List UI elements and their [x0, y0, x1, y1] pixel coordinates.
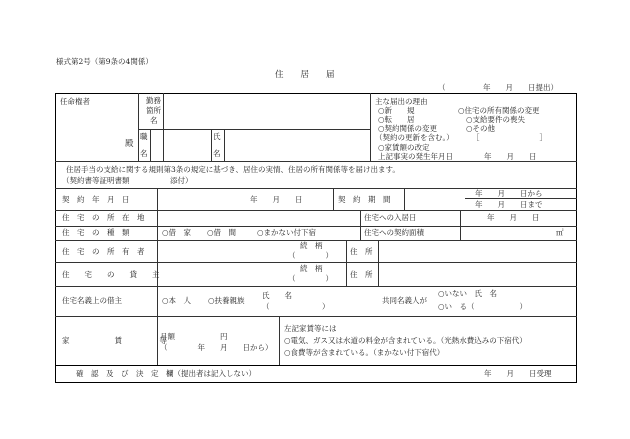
lender-relation-paren: （ ） — [288, 274, 333, 283]
address-label: 住 宅 の 所 在 地 — [62, 213, 145, 222]
co-borrower-label: 共同名義人が — [382, 296, 427, 305]
workplace-label-3: 名 — [150, 116, 158, 125]
workplace-label-1: 勤務 — [146, 96, 161, 105]
area-label: 住宅への契約面積 — [364, 228, 424, 237]
lender-relation-label: 続 柄 — [300, 264, 323, 273]
reason-ownership-change: ○住宅の所有関係の変更 — [458, 106, 540, 115]
contract-period-label: 契 約 期 間 — [338, 195, 391, 204]
owner-label: 住 宅 の 所 有 者 — [62, 247, 145, 256]
addressee-dono: 殿 — [125, 139, 134, 149]
borrower-name-label: 氏 名 — [262, 291, 292, 300]
statement-line2-b: 添付） — [170, 176, 193, 185]
reason-other-bracket: ［ ］ — [472, 133, 547, 142]
name-label-1: 氏 — [213, 132, 221, 141]
confirm-label: 確 認 及 び 決 定 欄（提出者は記入しない） — [76, 369, 256, 378]
borrower-label: 住宅名義上の借主 — [62, 296, 122, 305]
event-date-value: 年 月 日 — [484, 152, 537, 161]
type-label: 住 宅 の 種 類 — [62, 228, 130, 237]
event-date-label: 上記事実の発生年月日 — [378, 152, 453, 161]
movein-value: 年 月 日 — [487, 213, 540, 222]
workplace-label-2: 箇所 — [146, 106, 161, 115]
movein-label: 住宅への入居日 — [364, 213, 417, 222]
submitted-date: （ 年 月 日提出） — [438, 83, 558, 92]
type-boarding: ○まかない付下宿 — [257, 228, 317, 237]
owner-address-label: 住 所 — [350, 247, 373, 256]
type-rented-room: ○借 間 — [207, 228, 237, 237]
reasons-title: 主な届出の理由 — [375, 97, 428, 106]
job-label-2: 名 — [140, 149, 148, 158]
rent-from: （ 年 月 日から） — [160, 343, 273, 352]
co-borrower-exists: ○い る（ ） — [438, 302, 528, 311]
reason-rent-revision: ○家賃額の改定 — [378, 143, 430, 152]
reason-other: ○その他 — [466, 124, 496, 133]
reason-move: ○転 居 — [378, 115, 415, 124]
reason-new: ○新 規 — [378, 106, 415, 115]
borrower-self: ○本 人 — [162, 296, 192, 305]
borrower-name-paren: （ ） — [262, 302, 330, 311]
lender-address-label: 住 所 — [350, 270, 373, 279]
borrower-dependent: ○扶養親族 — [208, 296, 245, 305]
contract-date-label: 契 約 年 月 日 — [62, 195, 130, 204]
statement-line1: 住居手当の支給に関する規則第3条の規定に基づき、居住の実情、住居の所有関係等を届け出ます。 — [66, 165, 400, 174]
period-from: 年 月 日から — [475, 189, 543, 198]
contract-date-value: 年 月 日 — [250, 195, 303, 204]
reason-contract-change: ○契約関係の変更 — [378, 124, 438, 133]
job-label-1: 職 — [140, 132, 148, 141]
form-title: 住 居 届 — [275, 70, 335, 80]
owner-relation-label: 続 柄 — [300, 241, 323, 250]
reason-ineligible: ○支給要件の喪失 — [466, 115, 526, 124]
appointer-label: 任命権者 — [60, 97, 90, 106]
owner-relation-paren: （ ） — [288, 251, 333, 260]
period-to: 年 月 日まで — [475, 200, 543, 209]
rent-note-meals: ○食費等が含まれている。（まかない付下宿代） — [284, 348, 445, 357]
rent-note-utilities: ○電気、ガス又は水道の料金が含まれている。（光熱水費込みの下宿代） — [284, 336, 527, 345]
rent-note-title: 左記家賃等には — [284, 324, 337, 333]
statement-line2-a: （契約書等証明書類 — [62, 176, 130, 185]
name-label-2: 名 — [213, 149, 221, 158]
lender-label: 住 宅 の 貸 主 — [62, 270, 160, 279]
received-date: 年 月 日受理 — [484, 369, 552, 378]
form-number: 様式第2号（第9条の4関係） — [56, 57, 153, 66]
type-rented-house: ○借 家 — [162, 228, 192, 237]
reason-renewal-note: （契約の更新を含む。） — [375, 133, 454, 142]
area-unit: ㎡ — [556, 228, 564, 237]
rent-label: 家 賃 等 — [62, 336, 167, 345]
rent-monthly: 月額 円 — [160, 332, 228, 341]
co-borrower-none: ○いない 氏 名 — [438, 289, 498, 298]
